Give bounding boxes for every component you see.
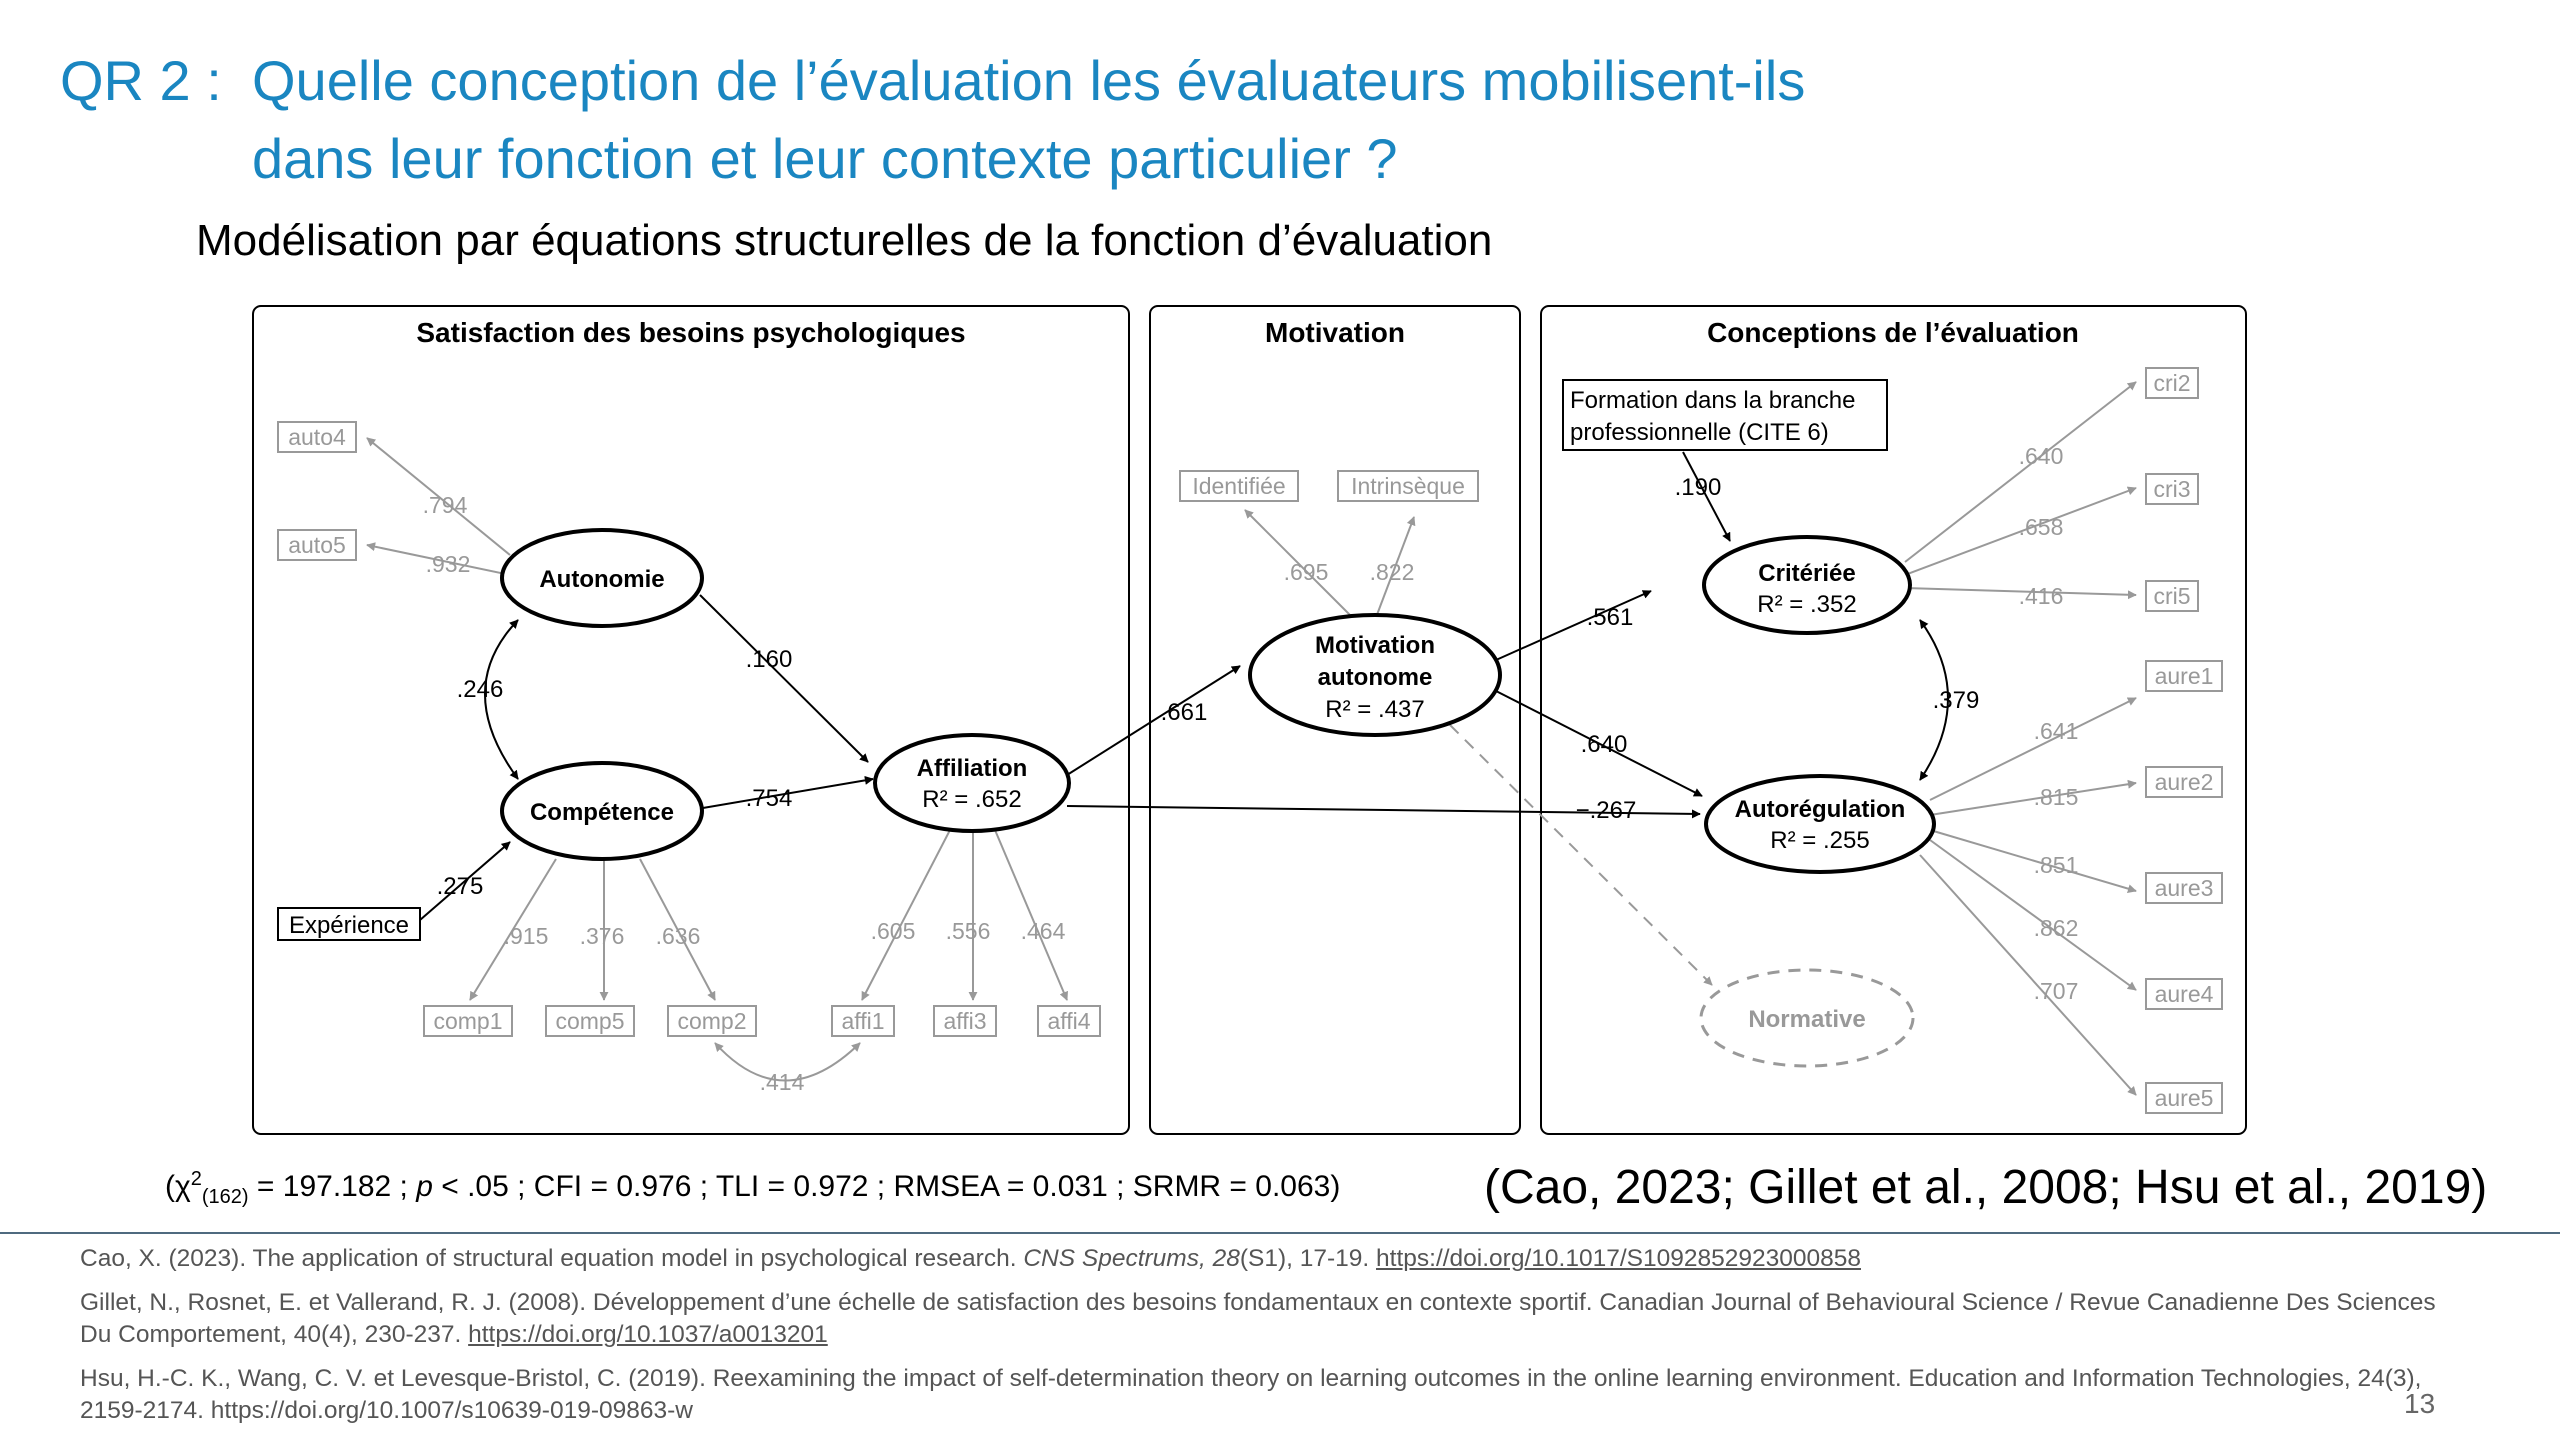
panel-title-motivation: Motivation <box>1265 317 1405 348</box>
reference-cao-text: Cao, X. (2023). The application of structural equation model in psychological research. <box>80 1245 1024 1272</box>
reference-gillet-link[interactable]: https://doi.org/10.1037/a0013201 <box>468 1321 828 1348</box>
indicator-aure5: aure5 <box>2154 1085 2214 1111</box>
motivation-label-2: autonome <box>1317 664 1433 691</box>
loading-aure3: .851 <box>2033 852 2079 878</box>
indicator-cri2: cri2 <box>2153 370 2191 396</box>
loading-intrinseque: .822 <box>1369 559 1415 585</box>
indicator-comp5: comp5 <box>555 1008 625 1034</box>
competence-label: Compétence <box>529 799 675 826</box>
loading-aure4: .862 <box>2033 915 2079 941</box>
reference-hsu-text: Hsu, H.-C. K., Wang, C. V. et Levesque-Bristol, C. (2019). Reexamining the impact of self-determination theory on learning outcomes in the online learning environment. Education and Information Technologies, 24(3), 2159-2174. https://doi.org/10.1007/s10639-019-09863-w <box>80 1365 2422 1424</box>
reference-cao <box>80 1243 2440 1275</box>
panel-title-satisfaction: Satisfaction des besoins psychologiques <box>416 317 966 348</box>
covariance-comp2-affi1: .414 <box>759 1069 805 1095</box>
latent-affiliation <box>875 735 1069 831</box>
indicator-comp1: comp1 <box>433 1008 503 1034</box>
loading-comp1: .915 <box>503 923 549 949</box>
loading-affi1: .605 <box>870 918 916 944</box>
autonomie-label: Autonomie <box>539 566 665 593</box>
title-line-1: Quelle conception de l’évaluation les évaluateurs mobilisent-ils <box>252 49 1806 112</box>
loading-arrow-affi1 <box>862 830 950 1000</box>
fit-open: (χ <box>165 1170 191 1203</box>
question-label: QR 2 : <box>60 49 222 112</box>
indicator-auto4: auto4 <box>288 424 346 450</box>
motivation-label-1: Motivation <box>1315 632 1435 659</box>
loading-aure1: .641 <box>2033 718 2079 744</box>
path-autonomie-affiliation: .160 <box>745 646 793 673</box>
fit-rest-2: < .05 ; CFI = 0.976 ; TLI = 0.972 ; RMSEA = 0.031 ; SRMR = 0.063) <box>432 1170 1341 1203</box>
path-arrow-autonomie-affiliation <box>700 595 868 762</box>
fit-sub: (162) <box>201 1186 249 1208</box>
fit-p: p <box>416 1170 433 1203</box>
loading-arrow-aure5 <box>1920 855 2136 1095</box>
loading-identifiee: .695 <box>1283 559 1329 585</box>
references <box>80 1243 2440 1439</box>
indicator-affi1: affi1 <box>841 1008 885 1034</box>
indicator-aure2: aure2 <box>2154 769 2214 795</box>
divider-line <box>0 1232 2560 1234</box>
path-motivation-autoregulation: .640 <box>1580 731 1628 758</box>
affiliation-r2: R² = .652 <box>922 786 1022 813</box>
affiliation-label: Affiliation <box>916 755 1028 782</box>
loading-comp2: .636 <box>655 923 701 949</box>
indicator-identifiee: Identifiée <box>1192 473 1286 499</box>
autoregulation-r2: R² = .255 <box>1770 827 1870 854</box>
indicator-aure1: aure1 <box>2154 663 2214 689</box>
indicator-intrinseque: Intrinsèque <box>1351 473 1465 499</box>
loading-arrow-affi4 <box>995 830 1067 1000</box>
reference-cao-pages: (S1), 17-19. <box>1239 1245 1377 1272</box>
motivation-r2: R² = .437 <box>1325 696 1425 723</box>
reference-hsu <box>80 1363 2440 1427</box>
indicator-aure4: aure4 <box>2154 981 2214 1007</box>
indicator-cri5: cri5 <box>2153 583 2191 609</box>
loading-affi4: .464 <box>1020 918 1066 944</box>
reference-cao-link[interactable]: https://doi.org/10.1017/S1092852923000858 <box>1376 1245 1861 1272</box>
loading-affi3: .556 <box>945 918 991 944</box>
loading-auto5: .932 <box>425 551 471 577</box>
model-fit-statistics <box>165 1168 1340 1209</box>
loading-comp5: .376 <box>579 923 625 949</box>
reference-gillet-text: Gillet, N., Rosnet, E. et Vallerand, R. J. (2008). Développement d’une échelle de satisfaction des besoins fondamentaux en contexte sportif. Canadian Journal of Behavioural Science / Revue Canadienne Des Sciences Du Comportement, 40(4), 230-237. <box>80 1289 2436 1348</box>
source-citation: (Cao, 2023; Gillet et al., 2008; Hsu et al., 2019) <box>1484 1161 2488 1214</box>
path-competence-affiliation: .754 <box>745 785 793 812</box>
formation-label-1: Formation dans la branche <box>1570 387 1856 414</box>
path-affiliation-autoregulation: −.267 <box>1575 797 1637 824</box>
path-motivation-criteriee: .561 <box>1586 604 1634 631</box>
indicator-auto5: auto5 <box>288 532 346 558</box>
loading-cri2: .640 <box>2018 443 2064 469</box>
indicator-cri3: cri3 <box>2153 476 2191 502</box>
loading-cri3: .658 <box>2018 514 2064 540</box>
loading-auto4: .794 <box>422 492 468 518</box>
loading-cri5: .416 <box>2018 583 2064 609</box>
criteriee-label: Critériée <box>1758 560 1856 587</box>
path-formation-criteriee: .190 <box>1674 474 1722 501</box>
reference-gillet <box>80 1287 2440 1351</box>
loading-aure5: .707 <box>2033 978 2079 1004</box>
indicator-affi4: affi4 <box>1047 1008 1091 1034</box>
experience-label: Expérience <box>288 912 410 939</box>
path-autonomie-competence: .246 <box>456 676 504 703</box>
loading-aure2: .815 <box>2033 784 2079 810</box>
path-experience-competence: .275 <box>436 873 484 900</box>
panel-title-conceptions: Conceptions de l’évaluation <box>1707 317 2079 348</box>
indicator-aure3: aure3 <box>2154 875 2214 901</box>
formation-label-2: professionnelle (CITE 6) <box>1570 419 1829 446</box>
path-arrow-motivation-normative <box>1450 725 1712 985</box>
title-line-2: dans leur fonction et leur contexte particulier ? <box>252 127 1398 190</box>
slide-subtitle: Modélisation par équations structurelles de la fonction d’évaluation <box>196 216 1493 265</box>
fit-rest-1: = 197.182 ; <box>248 1170 417 1203</box>
page-number: 13 <box>2404 1388 2436 1419</box>
reference-cao-journal: CNS Spectrums, 28 <box>1023 1245 1240 1272</box>
fit-sup: 2 <box>190 1168 202 1190</box>
covariance-criteriee-autoregulation: .379 <box>1932 687 1980 714</box>
latent-autoregulation <box>1706 776 1934 872</box>
indicator-comp2: comp2 <box>677 1008 747 1034</box>
path-arrow-affiliation-motivation <box>1067 666 1240 775</box>
autoregulation-label: Autorégulation <box>1734 796 1906 823</box>
path-affiliation-motivation: .661 <box>1160 699 1208 726</box>
criteriee-r2: R² = .352 <box>1757 591 1857 618</box>
normative-label: Normative <box>1748 1006 1866 1033</box>
indicator-affi3: affi3 <box>943 1008 987 1034</box>
